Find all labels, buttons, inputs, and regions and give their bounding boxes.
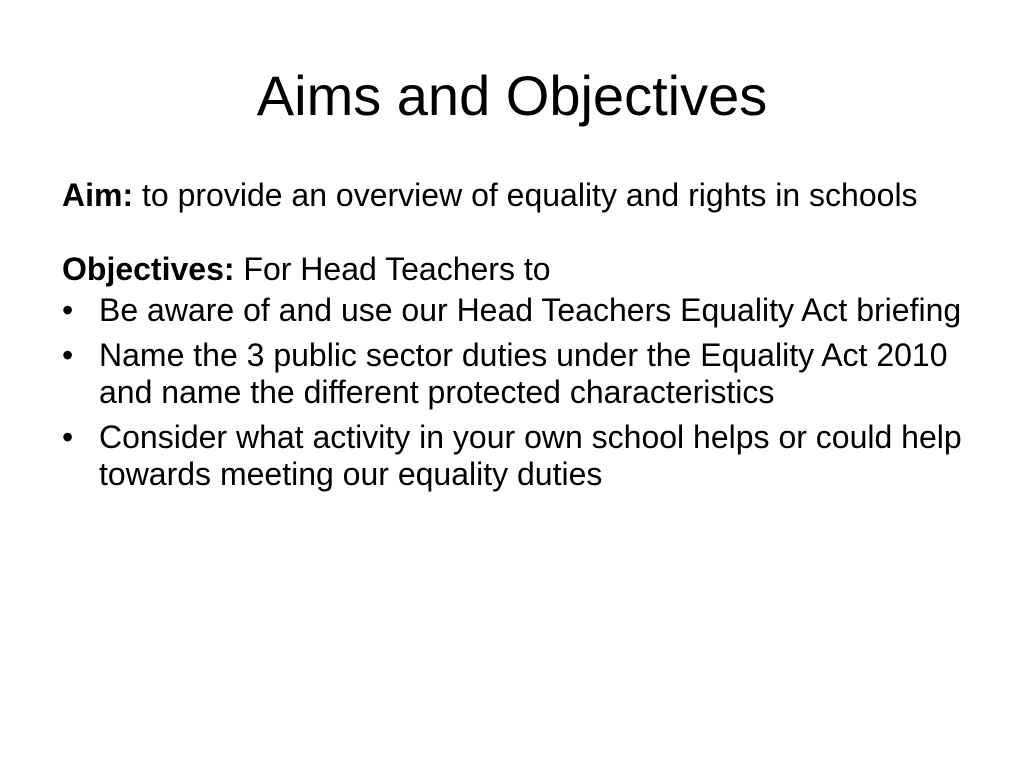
paragraph-gap (62, 214, 982, 251)
list-item-text: Name the 3 public sector duties under the Equality Act 2010 and name the different protected characteristics (99, 337, 948, 410)
slide-title: Aims and Objectives (256, 64, 768, 127)
slide-body (62, 177, 982, 501)
aim-text: to provide an overview of equality and rights in schools (133, 177, 918, 213)
objectives-label: Objectives: (62, 251, 235, 287)
objectives-paragraph (62, 251, 982, 288)
objectives-list (62, 292, 982, 493)
list-item (62, 292, 982, 329)
list-item (62, 419, 982, 493)
list-item-text: Consider what activity in your own school helps or could help towards meeting our equality duties (99, 419, 962, 492)
objectives-intro-text: For Head Teachers to (234, 251, 551, 287)
list-item-text: Be aware of and use our Head Teachers Equality Act briefing (99, 292, 962, 328)
bullet-icon: • (62, 292, 74, 328)
list-item (62, 337, 982, 411)
bullet-icon: • (62, 337, 74, 373)
aim-paragraph (62, 177, 982, 214)
aim-label: Aim: (62, 177, 134, 213)
bullet-icon: • (62, 419, 74, 455)
